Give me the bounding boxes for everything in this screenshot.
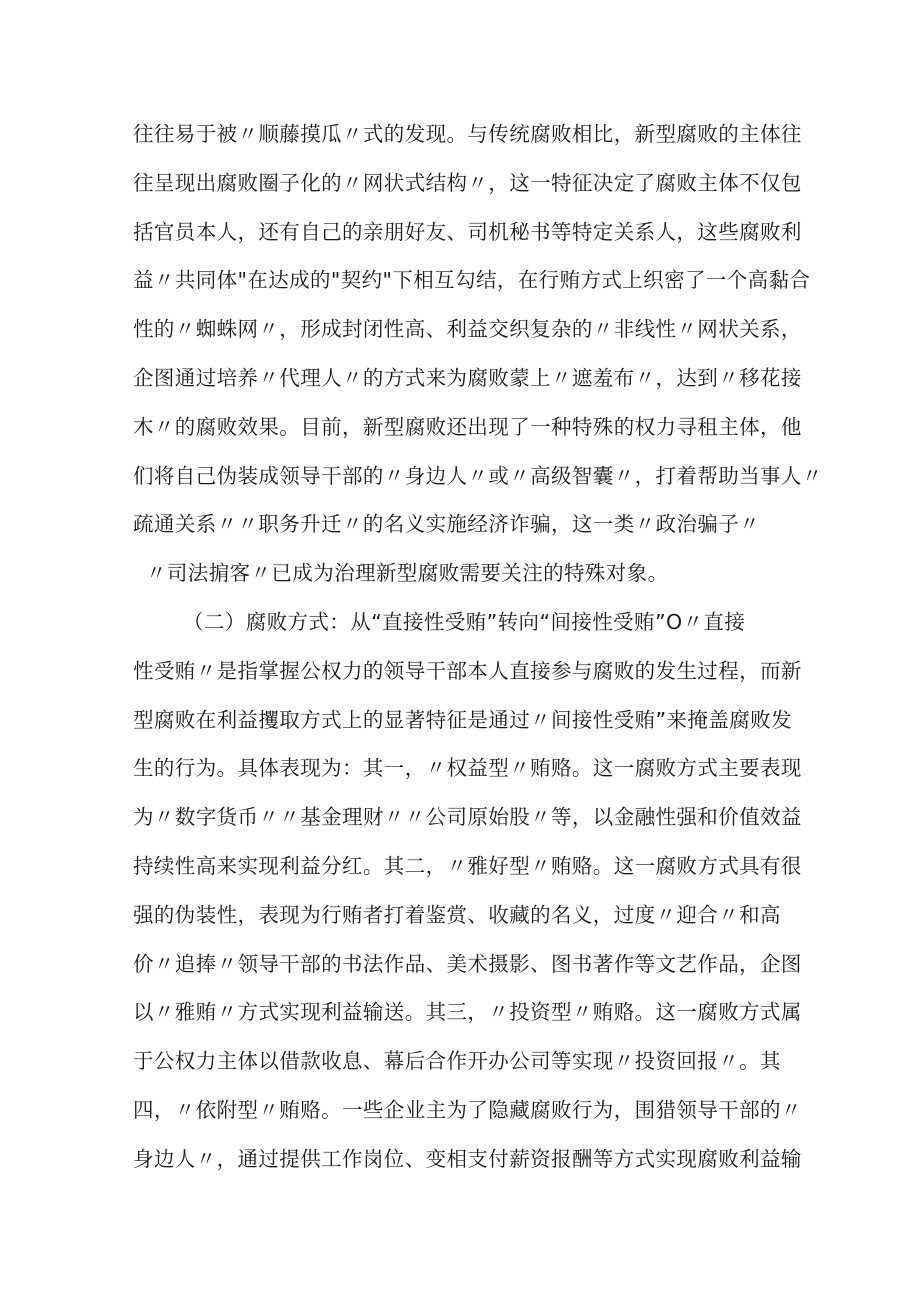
text-line: 四，〃依附型〃贿赂。一些企业主为了隐藏腐败行为，围猎领导干部的〃	[133, 1097, 802, 1122]
text-line: 以〃雅贿〃方式实现利益输送。其三，〃投资型〃贿赂。这一腐败方式属	[133, 1000, 802, 1025]
text-line: 价〃追捧〃领导干部的书法作品、美术摄影、图书著作等文艺作品，企图	[133, 951, 802, 976]
text-line: 企图通过培养〃代理人〃的方式来为腐败蒙上〃遮羞布〃，达到〃移花接	[133, 365, 802, 390]
text-line: 们将自己伪装成领导干部的〃身边人〃或〃高级智囊〃，打着帮助当事人〃	[133, 463, 823, 488]
section-heading-line: （二）腐败方式：从“直接性受贿”转向“间接性受贿”O〃直接	[183, 610, 746, 634]
text-line: 木〃的腐败效果。目前，新型腐败还出现了一种特殊的权力寻租主体，他	[133, 414, 802, 439]
text-line: 性的〃蜘蛛网〃，形成封闭性高、利益交织复杂的〃非线性〃网状关系，	[133, 317, 802, 342]
text-line: 括官员本人，还有自己的亲朋好友、司机秘书等特定关系人，这些腐败利	[133, 219, 802, 244]
paragraph-1	[133, 110, 823, 598]
text-line: 性受贿〃是指掌握公权力的领导干部本人直接参与腐败的发生过程，而新	[133, 658, 802, 683]
text-line: 持续性高来实现利益分红。其二，〃雅好型〃贿赂。这一腐败方式具有很	[133, 853, 802, 878]
text-line: 益〃共同体"在达成的"契约"下相互勾结，在行贿方式上织密了一个高黏合	[133, 268, 811, 293]
text-line: 生的行为。具体表现为：其一，〃权益型〃贿赂。这一腐败方式主要表现	[133, 756, 802, 781]
text-line: 为〃数字货币〃〃基金理财〃〃公司原始股〃等，以金融性强和价值效益	[133, 805, 802, 830]
text-line: 疏通关系〃〃职务升迁〃的名义实施经济诈骗，这一类〃政治骗子〃	[133, 512, 760, 537]
text-line: 强的伪装性，表现为行贿者打着鉴赏、收藏的名义，过度〃迎合〃和高	[133, 902, 781, 927]
text-line: 往呈现出腐败圈子化的〃网状式结构〃，这一特征决定了腐败主体不仅包	[133, 170, 802, 195]
text-line: 于公权力主体以借款收息、幕后合作开办公司等实现〃投资回报〃。其	[133, 1049, 781, 1074]
text-line: 身边人〃，通过提供工作岗位、变相支付薪资报酬等方式实现腐败利益输	[133, 1146, 802, 1171]
text-line: 〃司法掮客〃已成为治理新型腐败需要关注的特殊对象。	[146, 561, 669, 586]
text-line: 型腐败在利益攫取方式上的显著特征是通过〃间接性受贿”来掩盖腐败发	[133, 707, 792, 732]
paragraph-2	[133, 598, 802, 1184]
text-line: 往往易于被〃顺藤摸瓜〃式的发现。与传统腐败相比，新型腐败的主体往	[133, 122, 802, 146]
